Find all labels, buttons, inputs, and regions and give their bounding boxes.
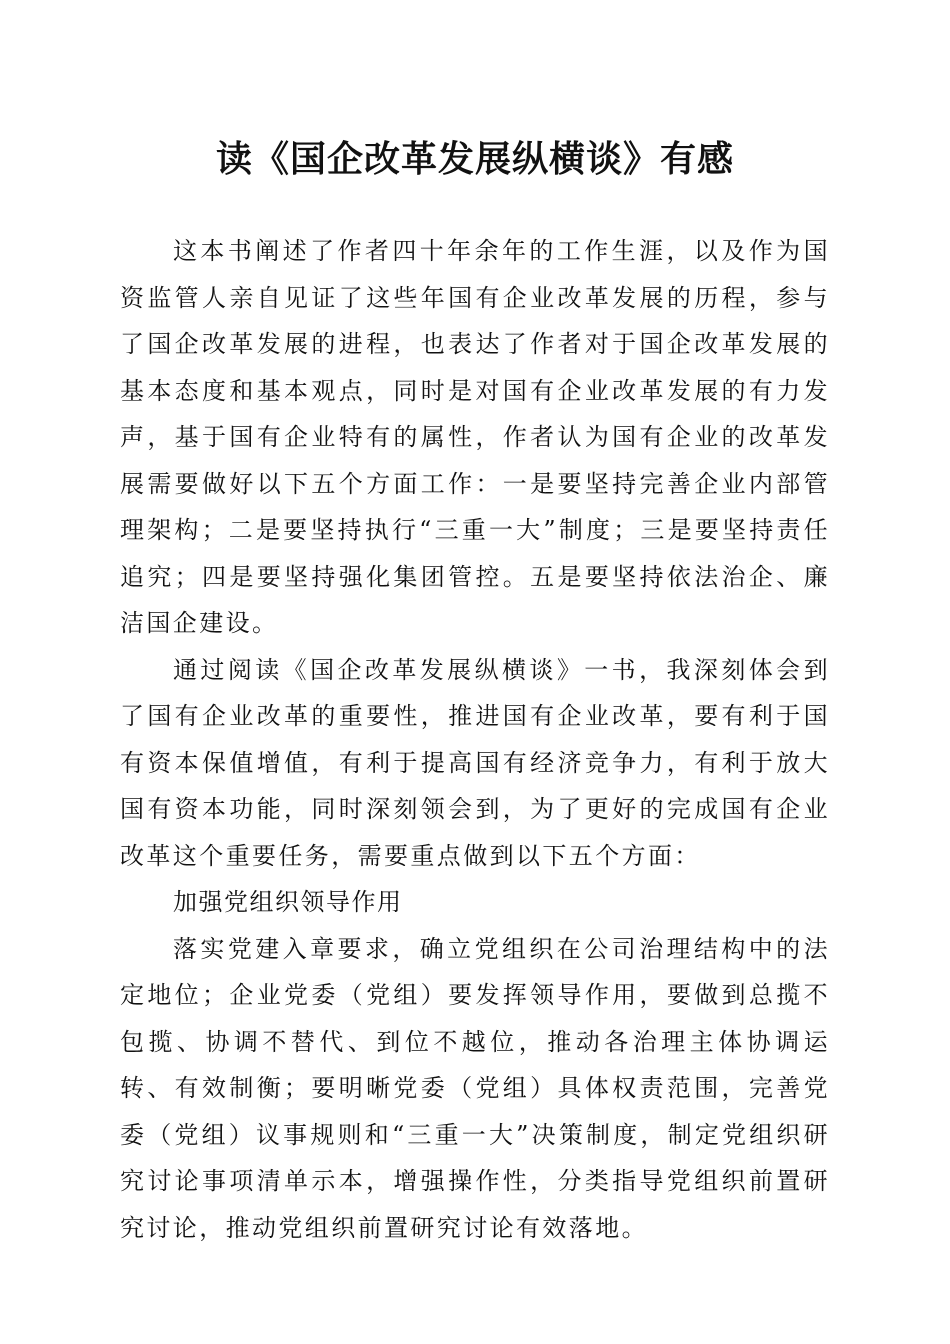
paragraph-reading-reflection: 通过阅读《国企改革发展纵横谈》一书，我深刻体会到了国有企业改革的重要性，推进国有企业改革，要有利于国有资本保值增值，有利于提高国有经济竞争力，有利于放大国有资本功能，同时深刻领会到，为了更好的完成国有企业改革这个重要任务，需要重点做到以下五个方面：: [120, 655, 830, 870]
document-title: 读《国企改革发展纵横谈》有感: [215, 138, 734, 180]
section-heading-party-leadership: 加强党组织领导作用: [173, 888, 403, 916]
paragraph-party-leadership: 落实党建入章要求，确立党组织在公司治理结构中的法定地位；企业党委（党组）要发挥领导作用，要做到总揽不包揽、协调不替代、到位不越位，推动各治理主体协调运转、有效制衡；要明晰党委（党组）具体权责范围，完善党委（党组）议事规则和“三重一大”决策制度，制定党组织研究讨论事项清单示本，增强操作性，分类指导党组织前置研究讨论，推动党组织前置研究讨论有效落地。: [120, 934, 830, 1242]
paragraph-book-summary: 这本书阐述了作者四十年余年的工作生涯，以及作为国资监管人亲自见证了这些年国有企业改革发展的历程，参与了国企改革发展的进程，也表达了作者对于国企改革发展的基本态度和基本观点，同时是对国有企业改革发展的有力发声，基于国有企业特有的属性，作者认为国有企业的改革发展需要做好以下五个方面工作：一是要坚持完善企业内部管理架构；二是要坚持执行“三重一大”制度；三是要坚持责任追究；四是要坚持强化集团管控。五是要坚持依法治企、廉洁国企建设。: [120, 237, 830, 637]
document-body: [120, 228, 830, 1251]
